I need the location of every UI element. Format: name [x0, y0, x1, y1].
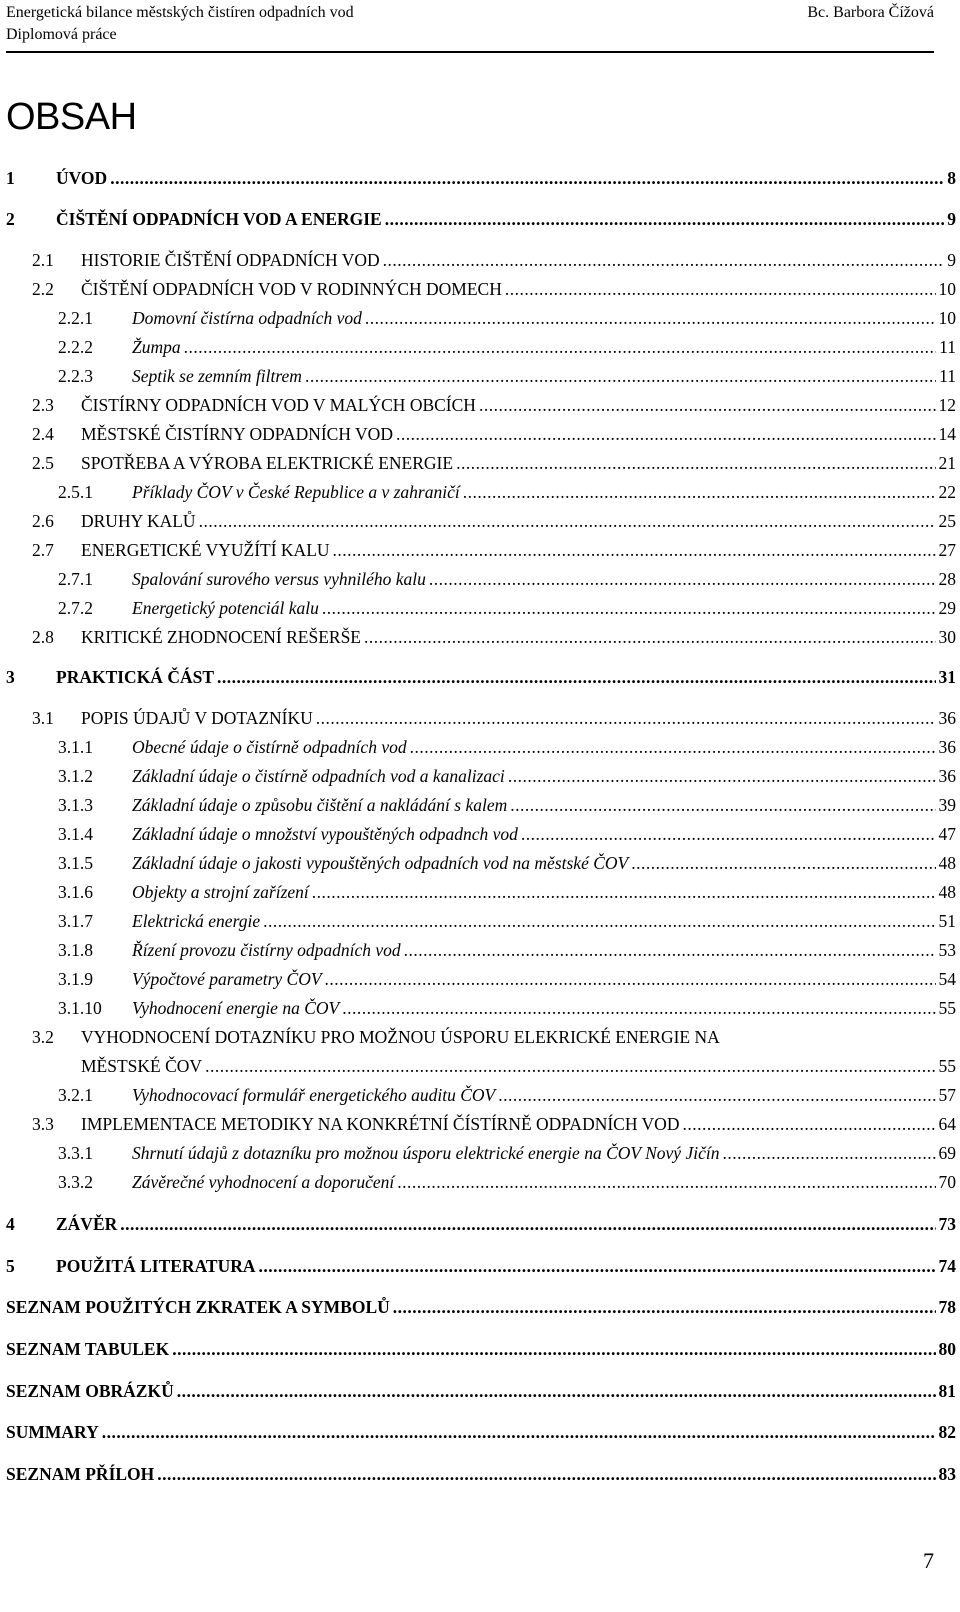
toc-entry[interactable] — [0, 627, 956, 653]
toc-leader — [498, 1085, 935, 1106]
toc-page: 47 — [938, 824, 956, 844]
toc-title: Vyhodnocovací formulář energetického auditu ČOV — [132, 1085, 496, 1105]
toc-entry[interactable] — [0, 940, 956, 966]
toc-title: ENERGETICKÉ VYUŽÍTÍ KALU — [81, 540, 330, 560]
toc-number: 3.1.8 — [58, 940, 93, 960]
toc-title: ÚVOD — [56, 168, 108, 188]
toc-page: 74 — [938, 1256, 956, 1276]
toc-leader — [397, 1172, 935, 1193]
toc-leader — [322, 598, 936, 619]
toc-page: 22 — [938, 482, 956, 502]
toc-entry[interactable] — [0, 337, 956, 363]
toc-entry[interactable] — [0, 1339, 956, 1365]
toc-entry[interactable] — [0, 1464, 956, 1490]
toc-page: 70 — [938, 1172, 956, 1192]
toc-page: 8 — [947, 168, 956, 188]
toc-page: 30 — [938, 627, 956, 647]
toc-title: VYHODNOCENÍ DOTAZNÍKU PRO MOŽNOU ÚSPORU ELEKRICKÉ ENERGIE NA — [81, 1027, 720, 1047]
toc-entry[interactable] — [0, 853, 956, 879]
toc-number: 2.7.2 — [58, 598, 93, 618]
toc-page: 48 — [938, 882, 956, 902]
running-header — [6, 4, 934, 22]
toc-entry[interactable] — [0, 1297, 956, 1323]
toc-title: DRUHY KALŮ — [81, 511, 196, 531]
toc-entry[interactable] — [0, 911, 956, 937]
toc-leader — [333, 540, 936, 561]
toc-title: SPOTŘEBA A VÝROBA ELEKTRICKÉ ENERGIE — [81, 453, 454, 473]
header-doc-type: Diplomová práce — [6, 26, 117, 43]
toc-page: 12 — [938, 395, 956, 415]
toc-page: 39 — [938, 795, 956, 815]
toc-leader — [508, 766, 936, 787]
toc-entry[interactable] — [0, 824, 956, 850]
toc-page: 51 — [938, 911, 956, 931]
toc-title: IMPLEMENTACE METODIKY NA KONKRÉTNÍ ČÍSTÍRNĚ ODPADNÍCH VOD — [81, 1114, 680, 1134]
toc-title: Elektrická energie — [132, 911, 261, 931]
toc-page: 21 — [938, 453, 956, 473]
toc-number: 3.1 — [32, 708, 54, 728]
toc-number: 3.2 — [32, 1027, 54, 1047]
toc-page: 73 — [938, 1214, 956, 1234]
toc-page: 55 — [938, 1056, 956, 1076]
toc-title: Základní údaje o množství vypouštěných odpadnch vod — [132, 824, 518, 844]
toc-leader — [342, 998, 935, 1019]
toc-page: 57 — [938, 1085, 956, 1105]
toc-page: 9 — [947, 209, 956, 229]
toc-number: 3.3.1 — [58, 1143, 93, 1163]
toc-title: Závěrečné vyhodnocení a doporučení — [132, 1172, 395, 1192]
toc-entry[interactable] — [0, 708, 956, 734]
toc-number: 3.1.7 — [58, 911, 93, 931]
toc-leader — [364, 627, 936, 648]
toc-page: 69 — [938, 1143, 956, 1163]
toc-page: 36 — [938, 737, 956, 757]
toc-title: Řízení provozu čistírny odpadních vod — [132, 940, 401, 960]
toc-number: 3.1.3 — [58, 795, 93, 815]
toc-page: 81 — [938, 1381, 956, 1401]
toc-number: 3.2.1 — [58, 1085, 93, 1105]
toc-number: 3.3 — [32, 1114, 54, 1134]
toc-leader — [456, 453, 935, 474]
toc-entry[interactable] — [0, 453, 956, 479]
toc-number: 2.6 — [32, 511, 54, 531]
toc-entry[interactable] — [0, 882, 956, 908]
toc-number: 2.4 — [32, 424, 54, 444]
toc-page: 36 — [938, 708, 956, 728]
header-doc-title: Energetická bilance městských čistíren odpadních vod — [6, 4, 354, 21]
page-number: 7 — [923, 1548, 934, 1573]
toc-entry[interactable] — [0, 1214, 956, 1240]
page-title: OBSAH — [6, 96, 137, 138]
toc-title: Výpočtové parametry ČOV — [132, 969, 322, 989]
toc-leader — [199, 511, 936, 532]
toc-page: 31 — [938, 667, 956, 687]
toc-entry[interactable] — [0, 1172, 956, 1198]
toc-entry-wrapped[interactable] — [32, 1027, 948, 1048]
toc-entry[interactable] — [0, 424, 956, 450]
toc-entry[interactable] — [0, 667, 956, 693]
toc-title: Obecné údaje o čistírně odpadních vod — [132, 737, 407, 757]
toc-title: PRAKTICKÁ ČÁST — [56, 667, 215, 687]
toc-entry[interactable] — [0, 308, 956, 334]
toc-leader — [305, 366, 936, 387]
toc-title: Shrnutí údajů z dotazníku pro možnou úsporu elektrické energie na ČOV Nový Jičín — [132, 1143, 720, 1163]
toc-page: 78 — [938, 1297, 956, 1317]
toc-title: HISTORIE ČIŠTĚNÍ ODPADNÍCH VOD — [81, 250, 380, 270]
header-author: Bc. Barbora Čížová — [807, 4, 934, 21]
toc-leader — [429, 569, 936, 590]
toc-title: Základní údaje o jakosti vypouštěných odpadních vod na městské ČOV — [132, 853, 629, 873]
toc-entry[interactable] — [0, 540, 956, 566]
toc-leader — [365, 308, 936, 329]
toc-number: 3.1.1 — [58, 737, 93, 757]
toc-leader — [217, 667, 935, 688]
toc-leader — [157, 1464, 935, 1485]
toc-number: 2.2.3 — [58, 366, 93, 386]
toc-number: 2.5.1 — [58, 482, 93, 502]
toc-leader — [410, 737, 936, 758]
toc-title: Domovní čistírna odpadních vod — [132, 308, 362, 328]
toc-title: Základní údaje o způsobu čištění a nakládání s kalem — [132, 795, 508, 815]
toc-entry[interactable] — [0, 482, 956, 508]
toc-leader — [463, 482, 936, 503]
toc-title: ČIŠTĚNÍ ODPADNÍCH VOD A ENERGIE — [56, 209, 382, 229]
toc-page: 53 — [938, 940, 956, 960]
toc-number: 3.1.2 — [58, 766, 93, 786]
toc-page: 27 — [938, 540, 956, 560]
toc-entry[interactable] — [0, 1085, 956, 1111]
toc-page: 80 — [938, 1339, 956, 1359]
toc-title: ČISTÍRNY ODPADNÍCH VOD V MALÝCH OBCÍCH — [81, 395, 476, 415]
toc-number: 3.3.2 — [58, 1172, 93, 1192]
toc-leader — [505, 279, 936, 300]
toc-title: SEZNAM POUŽITÝCH ZKRATEK A SYMBOLŮ — [6, 1297, 390, 1317]
toc-title: SEZNAM OBRÁZKŮ — [6, 1381, 174, 1401]
toc-entry[interactable] — [0, 795, 956, 821]
toc-leader — [316, 708, 936, 729]
toc-leader — [383, 250, 945, 271]
toc-leader — [404, 940, 936, 961]
toc-entry[interactable] — [0, 1056, 956, 1082]
toc-page: 10 — [938, 279, 956, 299]
toc-number: 2 — [6, 209, 15, 229]
toc-page: 29 — [938, 598, 956, 618]
toc-entry[interactable] — [0, 209, 956, 235]
toc-leader — [510, 795, 935, 816]
toc-leader — [110, 168, 944, 189]
toc-title: KRITICKÉ ZHODNOCENÍ REŠERŠE — [81, 627, 361, 647]
toc-title: MĚSTSKÉ ČISTÍRNY ODPADNÍCH VOD — [81, 424, 393, 444]
toc-entry[interactable] — [0, 998, 956, 1024]
toc-title: POPIS ÚDAJŮ V DOTAZNÍKU — [81, 708, 313, 728]
toc-number: 2.7.1 — [58, 569, 93, 589]
toc-page: 64 — [938, 1114, 956, 1134]
toc-leader — [325, 969, 936, 990]
toc-title: Objekty a strojní zařízení — [132, 882, 309, 902]
toc-number: 2.1 — [32, 250, 54, 270]
toc-number: 2.7 — [32, 540, 54, 560]
toc-leader — [259, 1256, 936, 1277]
toc-entry[interactable] — [0, 366, 956, 392]
toc-leader — [396, 424, 936, 445]
toc-page: 48 — [938, 853, 956, 873]
toc-number: 2.2.2 — [58, 337, 93, 357]
toc-leader — [479, 395, 936, 416]
toc-leader — [120, 1214, 935, 1235]
toc-title: SEZNAM PŘÍLOH — [6, 1464, 155, 1484]
toc-page: 82 — [938, 1422, 956, 1442]
toc-leader — [102, 1422, 936, 1443]
toc-leader — [682, 1114, 935, 1135]
toc-page: 11 — [939, 366, 956, 386]
toc-entry[interactable] — [0, 279, 956, 305]
toc-title: POUŽITÁ LITERATURA — [56, 1256, 256, 1276]
toc-title: Žumpa — [132, 337, 181, 357]
toc-page: 28 — [938, 569, 956, 589]
toc-entry[interactable] — [0, 1381, 956, 1407]
toc-title: ZÁVĚR — [56, 1214, 118, 1234]
toc-leader — [263, 911, 935, 932]
toc-page: 25 — [938, 511, 956, 531]
toc-page: 11 — [939, 337, 956, 357]
toc-number: 3.1.9 — [58, 969, 93, 989]
toc-number: 3.1.5 — [58, 853, 93, 873]
toc-page: 55 — [938, 998, 956, 1018]
toc-entry[interactable] — [0, 511, 956, 537]
toc-number: 5 — [6, 1256, 15, 1276]
toc-entry[interactable] — [0, 1256, 956, 1282]
toc-leader — [184, 337, 937, 358]
toc-entry[interactable] — [0, 969, 956, 995]
toc-title: ČIŠTĚNÍ ODPADNÍCH VOD V RODINNÝCH DOMECH — [81, 279, 502, 299]
toc-page: 36 — [938, 766, 956, 786]
toc-leader — [521, 824, 936, 845]
toc-entry[interactable] — [0, 569, 956, 595]
toc-entry[interactable] — [0, 598, 956, 624]
toc-page: 14 — [938, 424, 956, 444]
toc-page: 54 — [938, 969, 956, 989]
toc-page: 83 — [938, 1464, 956, 1484]
toc-number: 3.1.4 — [58, 824, 93, 844]
toc-leader — [722, 1143, 935, 1164]
toc-number: 2.5 — [32, 453, 54, 473]
toc-leader — [631, 853, 935, 874]
toc-entry[interactable] — [0, 1114, 956, 1140]
toc-title-continued: MĚSTSKÉ ČOV — [81, 1056, 203, 1076]
toc-title: SEZNAM TABULEK — [6, 1339, 170, 1359]
toc-number: 3.1.10 — [58, 998, 102, 1018]
toc-number: 3 — [6, 667, 15, 687]
toc-entry[interactable] — [0, 1143, 956, 1169]
toc-entry[interactable] — [0, 395, 956, 421]
header-rule — [6, 51, 934, 53]
toc-title: Septik se zemním filtrem — [132, 366, 302, 386]
toc-number: 2.3 — [32, 395, 54, 415]
toc-title: Vyhodnocení energie na ČOV — [132, 998, 340, 1018]
toc-number: 2.8 — [32, 627, 54, 647]
toc-leader — [312, 882, 936, 903]
toc-entry[interactable] — [0, 766, 956, 792]
toc-entry[interactable] — [0, 1422, 956, 1448]
toc-entry[interactable] — [0, 168, 956, 194]
toc-title: Energetický potenciál kalu — [132, 598, 319, 618]
toc-leader — [385, 209, 945, 230]
toc-leader — [172, 1339, 935, 1360]
toc-title: Základní údaje o čistírně odpadních vod a kanalizaci — [132, 766, 505, 786]
toc-leader — [205, 1056, 935, 1077]
toc-number: 3.1.6 — [58, 882, 93, 902]
toc-page: 9 — [947, 250, 956, 270]
toc-entry[interactable] — [0, 250, 956, 276]
toc-title: Příklady ČOV v České Republice a v zahraničí — [132, 482, 460, 502]
toc-number: 4 — [6, 1214, 15, 1234]
toc-title: Spalování surového versus vyhnilého kalu — [132, 569, 426, 589]
toc-number: 2.2 — [32, 279, 54, 299]
toc-number: 2.2.1 — [58, 308, 93, 328]
toc-number: 1 — [6, 168, 15, 188]
toc-entry[interactable] — [0, 737, 956, 763]
toc-page: 10 — [938, 308, 956, 328]
toc-leader — [177, 1381, 936, 1402]
toc-leader — [393, 1297, 936, 1318]
toc-title: SUMMARY — [6, 1422, 99, 1442]
